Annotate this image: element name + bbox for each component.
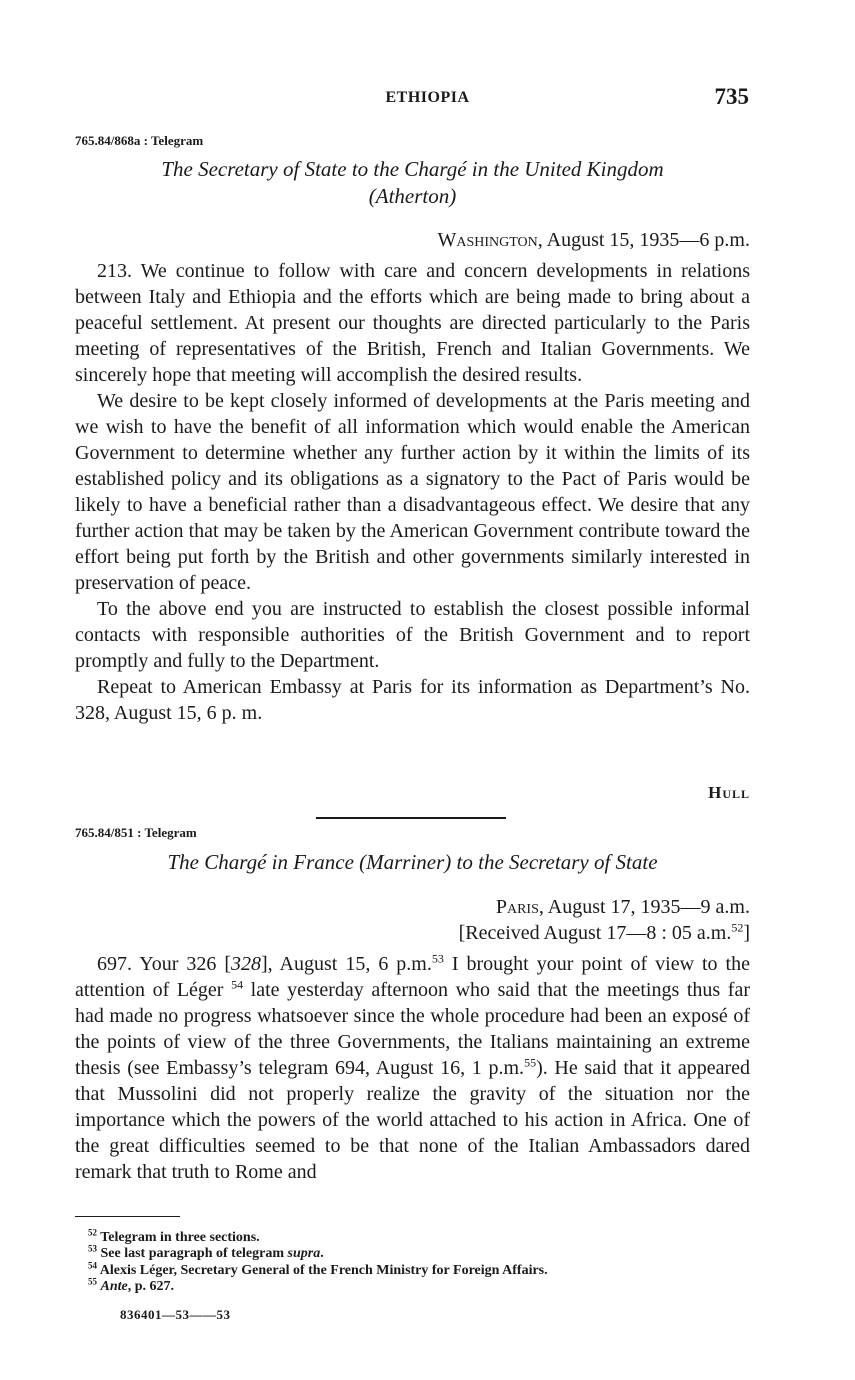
footnote-text-italic: Ante	[100, 1279, 128, 1294]
footnote-text: Telegram in three sections.	[100, 1230, 260, 1245]
footnote-number: 53	[88, 1243, 97, 1254]
paragraph: We desire to be kept closely informed of developments at the Paris meeting and we wish to have the benefit of all information which would enable the American Government to determine whether any further action by it within the limits of its established policy and its obligations as a signatory to the Pact of Paris would be likely to have a beneficial rather than a disadvantageous effect. We desire that any further action that may be taken by the American Government contribute toward the effort being put forth by the British and other governments similarly interested in preservation of peace.	[75, 390, 750, 594]
dateline	[437, 229, 750, 252]
section-divider	[316, 817, 506, 819]
dateline	[496, 896, 750, 919]
footnote	[88, 1243, 324, 1261]
footnote	[88, 1260, 548, 1278]
telegram-body	[75, 951, 750, 1185]
text-run: ). He said that it appeared that Mussolini did not properly realize the gravity of the situation nor the importance which the powers of the world attached to his action in Africa. One of the great difficulties seemed to be that none of the Italian Ambassadors dared remark that truth to Rome and	[75, 1057, 750, 1183]
paragraph	[75, 951, 750, 1185]
text-run: 697. Your 326 [	[97, 953, 231, 975]
dateline-date: , August 15, 1935—6 p.m.	[537, 229, 750, 251]
signature: Hull	[708, 783, 750, 802]
text-run: I brought your point of view to the attention of Léger	[75, 953, 750, 1001]
footnote-number: 52	[88, 1227, 97, 1238]
footnote-ref: 54	[231, 977, 244, 992]
document-title: The Secretary of State to the Chargé in the United Kingdom	[161, 157, 664, 181]
file-number: 765.84/851 : Telegram	[75, 825, 197, 840]
file-number: 765.84/868a : Telegram	[75, 133, 204, 148]
footnote-number: 55	[88, 1276, 97, 1287]
document-title: The Chargé in France (Marriner) to the Secretary of State	[167, 850, 658, 874]
footnote-text: .	[320, 1246, 324, 1261]
dateline-place: Washington	[437, 229, 538, 251]
received-bracket: ]	[743, 922, 750, 944]
paragraph: 213. We continue to follow with care and concern developments in relations between Italy and Ethiopia and the efforts which are being made to bring about a peaceful settlement. At present our thoughts are directed particularly to the Paris meeting of representatives of the British, French and Italian Governments. We sincerely hope that meeting will accomplish the desired results.	[75, 260, 750, 386]
footnote-text: , p. 627.	[127, 1279, 175, 1294]
text-run: late yesterday afternoon who said that the meetings thus far had made no progress whatsoever since the whole procedure had been an exposé of the points of view of the three Governments, the Italians maintaining an extreme thesis (see Embassy’s telegram 694, August 16, 1 p.m.	[75, 979, 750, 1079]
received-line	[459, 922, 750, 945]
dateline-date: , August 17, 1935—9 a.m.	[538, 896, 750, 918]
footnote-ref: 52	[731, 920, 744, 935]
footnote-text-italic: supra	[287, 1246, 321, 1261]
printer-imprint: 836401—53——53	[120, 1307, 231, 1322]
footnote	[88, 1227, 260, 1245]
footnote-ref: 53	[431, 951, 444, 966]
footnote-number: 54	[88, 1260, 97, 1271]
footnote	[88, 1276, 175, 1294]
footnote-text: See last paragraph of telegram	[100, 1246, 288, 1261]
footnote-ref: 55	[524, 1055, 537, 1070]
page-number: 735	[714, 84, 749, 109]
text-run: ], August 15, 6 p.m.	[261, 953, 432, 975]
document-title-addressee: (Atherton)	[368, 184, 457, 208]
paragraph: To the above end you are instructed to establish the closest possible informal contacts with responsible authorities of the British Government and to report promptly and fully to the Department.	[75, 598, 750, 672]
footnote-text: Alexis Léger, Secretary General of the French Ministry for Foreign Affairs.	[99, 1263, 548, 1278]
footnote-divider	[75, 1216, 180, 1217]
telegram-body	[75, 258, 750, 726]
received-text: [Received August 17—8 : 05 a.m.	[458, 922, 732, 944]
running-head: ETHIOPIA	[385, 89, 470, 106]
text-run-italic: 328	[231, 953, 261, 975]
dateline-place: Paris	[495, 896, 539, 918]
paragraph: Repeat to American Embassy at Paris for its information as Department’s No. 328, August 15, 6 p. m.	[75, 676, 750, 724]
